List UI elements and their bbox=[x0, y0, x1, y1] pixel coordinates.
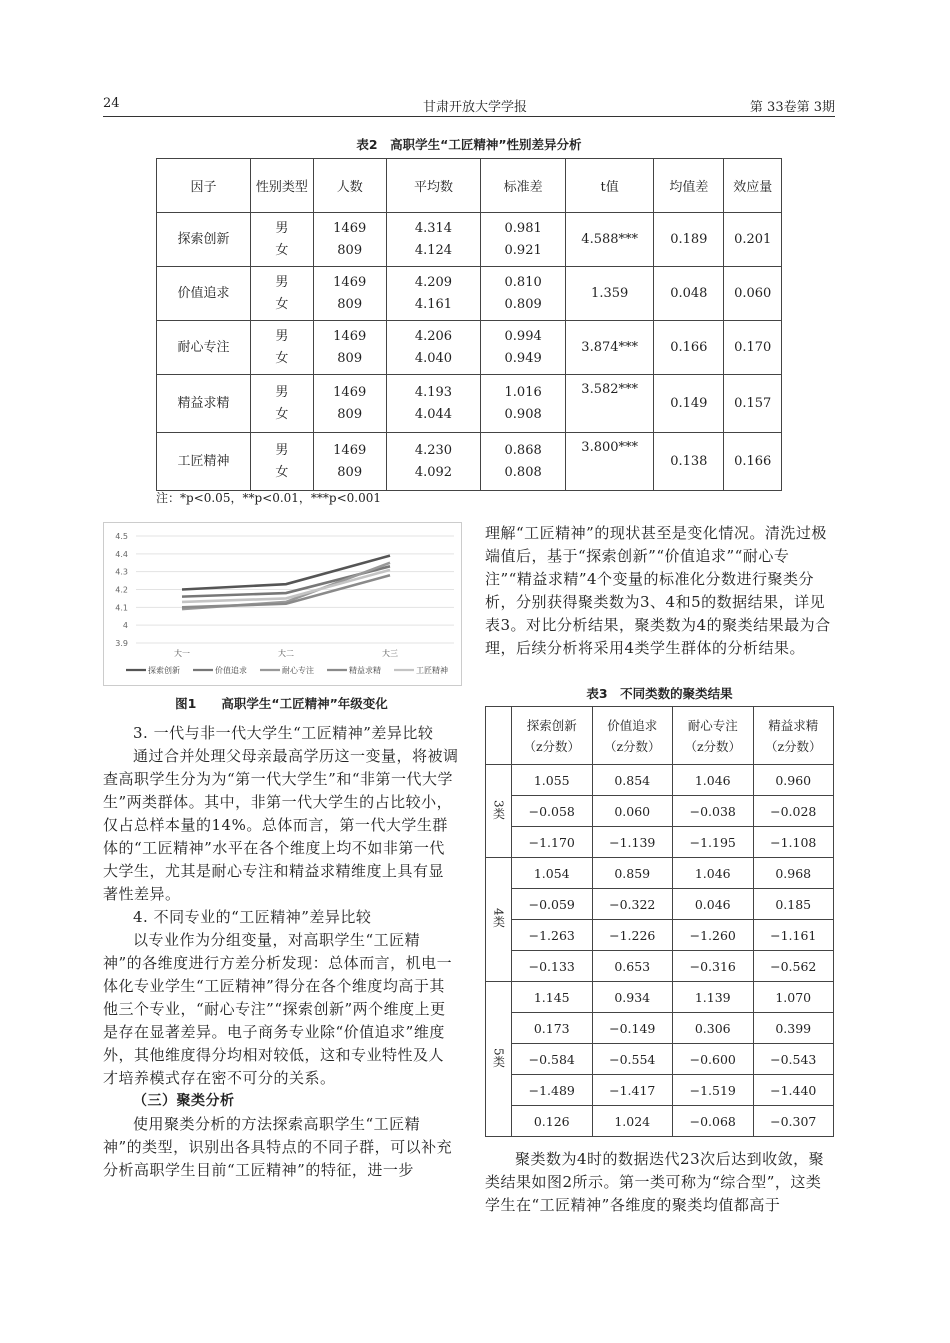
mean-cell bbox=[386, 213, 481, 267]
z-score-cell: −1.108 bbox=[753, 827, 834, 858]
table3-row bbox=[486, 982, 834, 1013]
n-value: 809 bbox=[337, 296, 363, 312]
table3-row bbox=[486, 1013, 834, 1044]
table3-row bbox=[486, 889, 834, 920]
gender-value: 男 bbox=[275, 442, 289, 458]
effect-size-cell: 0.166 bbox=[724, 433, 782, 491]
z-score-cell: −1.263 bbox=[512, 920, 593, 951]
page-number: 24 bbox=[103, 96, 120, 111]
gender-cell bbox=[250, 433, 313, 491]
mean-value: 4.209 bbox=[414, 274, 453, 290]
table3-row bbox=[486, 765, 834, 796]
gender-value: 男 bbox=[275, 328, 289, 344]
mean-value: 4.206 bbox=[414, 328, 453, 344]
gender-value: 男 bbox=[275, 274, 289, 290]
n-value: 1469 bbox=[333, 274, 367, 290]
table2-header-cell: 均值差 bbox=[654, 159, 724, 213]
y-tick-label: 4.2 bbox=[115, 585, 128, 595]
legend-label: 精益求精 bbox=[349, 666, 381, 675]
factor-cell: 精益求精 bbox=[157, 375, 251, 433]
mean-cell bbox=[386, 321, 481, 375]
mean-diff-cell: 0.189 bbox=[654, 213, 724, 267]
mean-value: 4.092 bbox=[414, 464, 453, 480]
z-score-cell: 0.859 bbox=[592, 858, 673, 889]
legend-label: 价值追求 bbox=[215, 666, 247, 675]
z-score-cell: −0.543 bbox=[753, 1044, 834, 1075]
gender-cell bbox=[250, 321, 313, 375]
table3-row bbox=[486, 1044, 834, 1075]
left-column-text bbox=[103, 722, 459, 1182]
table2-caption: 表2 高职学生“工匠精神”性别差异分析 bbox=[356, 137, 582, 152]
z-score-cell: 1.046 bbox=[673, 858, 754, 889]
z-score-cell: 1.070 bbox=[753, 982, 834, 1013]
paragraph: 以专业作为分组变量，对高职学生“工匠精神”的各维度进行方差分析发现：总体而言，机电一体化专业学生“工匠精神”得分在各个维度均高于其他三个专业，“耐心专注”“探索创新”两个维度上更是存在显著差异。电子商务专业除“价值追求”维度外，其他维度得分均相对较低，这和专业特性及人才培养模式存在密不可分的关系。 bbox=[103, 931, 453, 1087]
figure1-caption: 图1 高职学生“工匠精神”年级变化 bbox=[175, 696, 388, 711]
z-score-cell: −1.440 bbox=[753, 1075, 834, 1106]
t-value-cell: 3.874*** bbox=[566, 321, 654, 375]
series-line bbox=[182, 566, 390, 596]
sd-value: 0.868 bbox=[504, 442, 542, 458]
section-heading: （三）聚类分析 bbox=[133, 1093, 235, 1109]
gender-cell bbox=[250, 267, 313, 321]
gender-value: 女 bbox=[275, 406, 289, 422]
mean-diff-cell: 0.048 bbox=[654, 267, 724, 321]
effect-size-cell: 0.201 bbox=[724, 213, 782, 267]
z-score-cell: −0.068 bbox=[673, 1106, 754, 1137]
table2-header-cell: 因子 bbox=[157, 159, 251, 213]
gender-cell bbox=[250, 375, 313, 433]
z-score-cell: 0.399 bbox=[753, 1013, 834, 1044]
table2-header-cell: t值 bbox=[566, 159, 654, 213]
effect-size-cell: 0.157 bbox=[724, 375, 782, 433]
z-score-cell: −1.161 bbox=[753, 920, 834, 951]
cluster-label: 3类 bbox=[491, 799, 506, 820]
table3 bbox=[485, 706, 834, 1137]
cluster-label: 5类 bbox=[491, 1047, 506, 1068]
z-score-cell: −1.260 bbox=[673, 920, 754, 951]
paragraph: 聚类数为4时的数据迭代23次后达到收敛，聚类结果如图2所示。第一类可称为“综合型”，这类学生在“工匠精神”各维度的聚类均值都高于 bbox=[485, 1150, 825, 1214]
x-tick-label: 大一 bbox=[174, 649, 190, 658]
table2-row bbox=[157, 213, 782, 267]
z-score-cell: −0.028 bbox=[753, 796, 834, 827]
table2-header-cell: 效应量 bbox=[724, 159, 782, 213]
paragraph: 4. 不同专业的“工匠精神”差异比较 bbox=[133, 908, 372, 926]
table3-row bbox=[486, 1106, 834, 1137]
mean-cell bbox=[386, 267, 481, 321]
mean-value: 4.193 bbox=[414, 384, 453, 400]
table2-row bbox=[157, 321, 782, 375]
figure1-chart-frame bbox=[103, 522, 462, 686]
z-score-cell: −1.195 bbox=[673, 827, 754, 858]
mean-cell bbox=[386, 375, 481, 433]
paragraph: 3. 一代与非一代大学生“工匠精神”差异比较 bbox=[133, 724, 434, 742]
table2-header-cell: 平均数 bbox=[386, 159, 481, 213]
gender-value: 女 bbox=[275, 464, 289, 480]
t-value-cell: 3.800*** bbox=[566, 433, 654, 491]
n-value: 809 bbox=[337, 350, 363, 366]
sd-value: 0.981 bbox=[504, 220, 542, 236]
z-score-cell: 0.854 bbox=[592, 765, 673, 796]
x-tick-label: 大二 bbox=[278, 649, 294, 658]
n-cell bbox=[313, 375, 386, 433]
sd-cell bbox=[481, 433, 566, 491]
t-value-cell: 4.588*** bbox=[566, 213, 654, 267]
gender-value: 女 bbox=[275, 296, 289, 312]
gender-cell bbox=[250, 213, 313, 267]
table2-header-cell: 人数 bbox=[313, 159, 386, 213]
n-value: 1469 bbox=[333, 220, 367, 236]
n-value: 1469 bbox=[333, 328, 367, 344]
gender-value: 女 bbox=[275, 350, 289, 366]
table3-row bbox=[486, 920, 834, 951]
y-tick-label: 3.9 bbox=[115, 639, 128, 648]
z-score-cell: −0.554 bbox=[592, 1044, 673, 1075]
paragraph: 理解“工匠精神”的现状甚至是变化情况。清洗过极端值后，基于“探索创新”“价值追求”“耐心专注”“精益求精”4个变量的标准化分数进行聚类分析，分别获得聚类数为3、4和5的数据结果，详见表3。对比分析结果，聚类数为4的聚类结果最为合理，后续分析将采用4类学生群体的分析结果。 bbox=[485, 524, 831, 657]
sd-value: 0.994 bbox=[504, 328, 542, 344]
effect-size-cell: 0.170 bbox=[724, 321, 782, 375]
table2 bbox=[156, 158, 782, 491]
t-value-cell: 3.582*** bbox=[566, 375, 654, 433]
y-tick-label: 4.5 bbox=[115, 532, 128, 541]
z-score-cell: −1.139 bbox=[592, 827, 673, 858]
z-score-cell: 1.054 bbox=[512, 858, 593, 889]
mean-value: 4.044 bbox=[414, 406, 453, 422]
effect-size-cell: 0.060 bbox=[724, 267, 782, 321]
issue-label: 第 33卷第 3期 bbox=[749, 100, 835, 115]
z-score-cell: −1.170 bbox=[512, 827, 593, 858]
mean-value: 4.230 bbox=[414, 442, 453, 458]
y-tick-label: 4 bbox=[122, 621, 128, 631]
z-score-cell: 1.145 bbox=[512, 982, 593, 1013]
z-score-cell: −1.519 bbox=[673, 1075, 754, 1106]
n-value: 809 bbox=[337, 242, 363, 258]
cluster-label-cell bbox=[486, 765, 512, 858]
factor-cell: 价值追求 bbox=[157, 267, 251, 321]
table2-row bbox=[157, 267, 782, 321]
y-tick-label: 4.3 bbox=[115, 567, 128, 577]
z-score-cell: −1.489 bbox=[512, 1075, 593, 1106]
z-score-cell: 0.060 bbox=[592, 796, 673, 827]
z-score-cell: 1.046 bbox=[673, 765, 754, 796]
sd-value: 0.810 bbox=[504, 274, 542, 290]
mean-value: 4.040 bbox=[414, 350, 453, 366]
factor-cell: 耐心专注 bbox=[157, 321, 251, 375]
n-value: 809 bbox=[337, 406, 363, 422]
z-score-cell: −0.316 bbox=[673, 951, 754, 982]
z-score-cell: 0.126 bbox=[512, 1106, 593, 1137]
sd-value: 0.908 bbox=[504, 406, 542, 422]
legend-label: 工匠精神 bbox=[416, 666, 448, 675]
z-score-cell: −0.149 bbox=[592, 1013, 673, 1044]
factor-cell: 探索创新 bbox=[157, 213, 251, 267]
table3-header-cell: 精益求精（z分数） bbox=[753, 707, 834, 765]
table3-row bbox=[486, 796, 834, 827]
x-tick-label: 大三 bbox=[382, 649, 398, 658]
z-score-cell: 0.046 bbox=[673, 889, 754, 920]
t-value-cell: 1.359 bbox=[566, 267, 654, 321]
table3-header-cell: 耐心专注（z分数） bbox=[673, 707, 754, 765]
z-score-cell: 1.024 bbox=[592, 1106, 673, 1137]
sd-value: 1.016 bbox=[504, 384, 542, 400]
n-value: 1469 bbox=[333, 442, 367, 458]
table3-header-row bbox=[486, 707, 834, 765]
table3-row bbox=[486, 951, 834, 982]
mean-value: 4.161 bbox=[414, 296, 453, 312]
gender-value: 男 bbox=[275, 384, 289, 400]
z-score-cell: −0.600 bbox=[673, 1044, 754, 1075]
table2-header-cell: 标准差 bbox=[481, 159, 566, 213]
paragraph: 通过合并处理父母亲最高学历这一变量，将被调查高职学生分为为“第一代大学生”和“非第一代大学生”两类群体。其中，非第一代大学生的占比较小，仅占总样本量的14%。总体而言，第一代大学生群体的“工匠精神”水平在各个维度上均不如非第一代大学生，尤其是耐心专注和精益求精维度上具有显著性差异。 bbox=[103, 747, 459, 903]
mean-diff-cell: 0.149 bbox=[654, 375, 724, 433]
gender-value: 男 bbox=[275, 220, 289, 236]
cluster-label-cell bbox=[486, 858, 512, 982]
z-score-cell: −1.226 bbox=[592, 920, 673, 951]
z-score-cell: 1.055 bbox=[512, 765, 593, 796]
table2-row bbox=[157, 375, 782, 433]
mean-cell bbox=[386, 433, 481, 491]
sd-value: 0.808 bbox=[504, 464, 542, 480]
sd-cell bbox=[481, 267, 566, 321]
mean-diff-cell: 0.138 bbox=[654, 433, 724, 491]
sd-cell bbox=[481, 375, 566, 433]
mean-value: 4.314 bbox=[414, 220, 453, 236]
mean-diff-cell: 0.166 bbox=[654, 321, 724, 375]
table3-row bbox=[486, 858, 834, 889]
factor-cell: 工匠精神 bbox=[157, 433, 251, 491]
table2-header-cell: 性别类型 bbox=[250, 159, 313, 213]
table2-header-row bbox=[157, 159, 782, 213]
n-cell bbox=[313, 433, 386, 491]
z-score-cell: 0.934 bbox=[592, 982, 673, 1013]
z-score-cell: −0.307 bbox=[753, 1106, 834, 1137]
table3-caption: 表3 不同类数的聚类结果 bbox=[586, 686, 733, 701]
y-tick-label: 4.1 bbox=[115, 603, 128, 613]
legend-label: 探索创新 bbox=[148, 666, 180, 675]
paragraph: 使用聚类分析的方法探索高职学生“工匠精神”的类型，识别出各具特点的不同子群，可以补充分析高职学生目前“工匠精神”的特征，进一步 bbox=[103, 1115, 453, 1179]
z-score-cell: 0.173 bbox=[512, 1013, 593, 1044]
right-column-text-bottom bbox=[485, 1148, 835, 1217]
journal-title: 甘肃开放大学学报 bbox=[422, 100, 527, 115]
z-score-cell: −1.417 bbox=[592, 1075, 673, 1106]
z-score-cell: 0.653 bbox=[592, 951, 673, 982]
header-rule bbox=[103, 116, 835, 117]
cluster-label: 4类 bbox=[491, 908, 506, 928]
cluster-label-cell bbox=[486, 982, 512, 1137]
n-cell bbox=[313, 213, 386, 267]
z-score-cell: −0.322 bbox=[592, 889, 673, 920]
z-score-cell: −0.059 bbox=[512, 889, 593, 920]
mean-value: 4.124 bbox=[414, 242, 453, 258]
n-cell bbox=[313, 267, 386, 321]
right-column-text-top bbox=[485, 522, 835, 660]
sd-value: 0.949 bbox=[504, 350, 542, 366]
table3-header-cell: 价值追求（z分数） bbox=[592, 707, 673, 765]
sd-value: 0.921 bbox=[504, 242, 542, 258]
z-score-cell: −0.058 bbox=[512, 796, 593, 827]
sd-value: 0.809 bbox=[504, 296, 542, 312]
n-cell bbox=[313, 321, 386, 375]
y-tick-label: 4.4 bbox=[115, 549, 128, 559]
z-score-cell: −0.562 bbox=[753, 951, 834, 982]
table3-header-cell: 探索创新（z分数） bbox=[512, 707, 593, 765]
table2-note: 注：*p<0.05，**p<0.01，***p<0.001 bbox=[156, 491, 382, 505]
table3-corner-cell bbox=[486, 707, 512, 765]
sd-cell bbox=[481, 321, 566, 375]
figure1-chart bbox=[104, 523, 461, 685]
table3-row bbox=[486, 827, 834, 858]
series-line bbox=[182, 575, 390, 607]
z-score-cell: 0.185 bbox=[753, 889, 834, 920]
n-value: 1469 bbox=[333, 384, 367, 400]
n-value: 809 bbox=[337, 464, 363, 480]
z-score-cell: 0.968 bbox=[753, 858, 834, 889]
z-score-cell: −0.038 bbox=[673, 796, 754, 827]
z-score-cell: −0.133 bbox=[512, 951, 593, 982]
table2-row bbox=[157, 433, 782, 491]
z-score-cell: 1.139 bbox=[673, 982, 754, 1013]
z-score-cell: 0.960 bbox=[753, 765, 834, 796]
sd-cell bbox=[481, 213, 566, 267]
table3-row bbox=[486, 1075, 834, 1106]
z-score-cell: 0.306 bbox=[673, 1013, 754, 1044]
gender-value: 女 bbox=[275, 242, 289, 258]
legend-label: 耐心专注 bbox=[282, 666, 314, 675]
z-score-cell: −0.584 bbox=[512, 1044, 593, 1075]
